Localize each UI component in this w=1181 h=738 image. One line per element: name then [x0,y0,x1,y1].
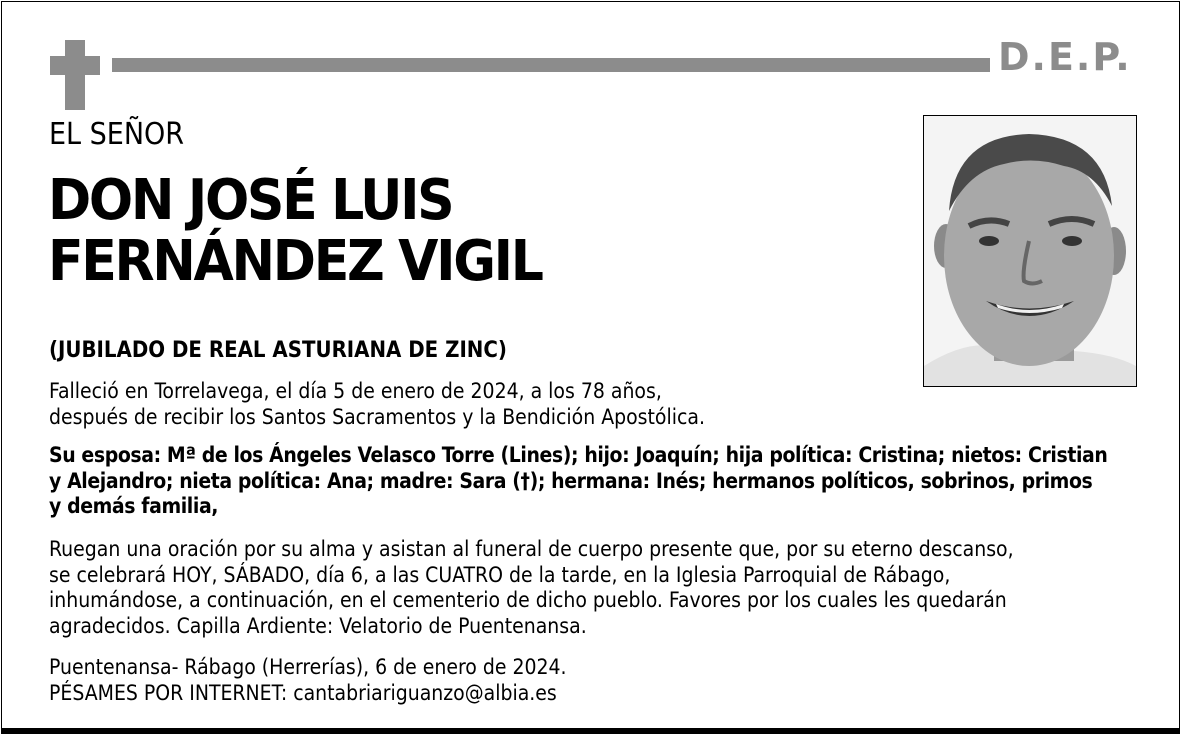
funeral-line-3: inhumándose, a continuación, en el cementerio de dicho pueblo. Favores por los cuales les quedarán [49,588,1007,612]
family-line-3: y demás familia, [49,494,219,518]
portrait-photo [923,115,1137,387]
footer [49,655,1109,706]
obituary-card [1,1,1180,734]
honorific-prefix: EL SEÑOR [49,117,185,152]
portrait-image [924,116,1136,386]
condolences-line: PÉSAMES POR INTERNET: cantabriariguanzo@albia.es [49,680,557,705]
death-notice [49,379,1109,430]
funeral-line-4: agradecidos. Capilla Ardiente: Velatorio de Puentenansa. [49,613,587,638]
header-rule [112,58,990,72]
name-line-2: FERNÁNDEZ VIGIL [48,229,542,294]
name-line-1: DON JOSÉ LUIS [48,168,453,233]
dep-label: D.E.P. [998,35,1132,79]
family-line-1: Su esposa: Mª de los Ángeles Velasco Torre (Lines); hijo: Joaquín; hija política: Cristina; nietos: Cristian [49,443,1108,467]
death-notice-line-2: después de recibir los Santos Sacramentos y la Bendición Apostólica. [49,404,705,429]
cross-icon [50,40,100,110]
family-list [49,443,1109,520]
occupation: (JUBILADO DE REAL ASTURIANA DE ZINC) [49,338,507,363]
family-line-2: y Alejandro; nieta política: Ana; madre: Sara (†); hermana: Inés; hermanos políticos, sobrinos, primos [49,468,1093,493]
death-notice-line-1: Falleció en Torrelavega, el día 5 de enero de 2024, a los 78 años, [49,379,662,403]
funeral-line-1: Ruegan una oración por su alma y asistan al funeral de cuerpo presente que, por su eterno descanso, [49,537,1014,561]
funeral-line-2: se celebrará HOY, SÁBADO, día 6, a las CUATRO de la tarde, en la Iglesia Parroquial de Rábago, [49,562,951,587]
deceased-name [48,170,542,292]
funeral-details [49,537,1109,639]
place-date: Puentenansa- Rábago (Herrerías), 6 de enero de 2024. [49,655,567,679]
